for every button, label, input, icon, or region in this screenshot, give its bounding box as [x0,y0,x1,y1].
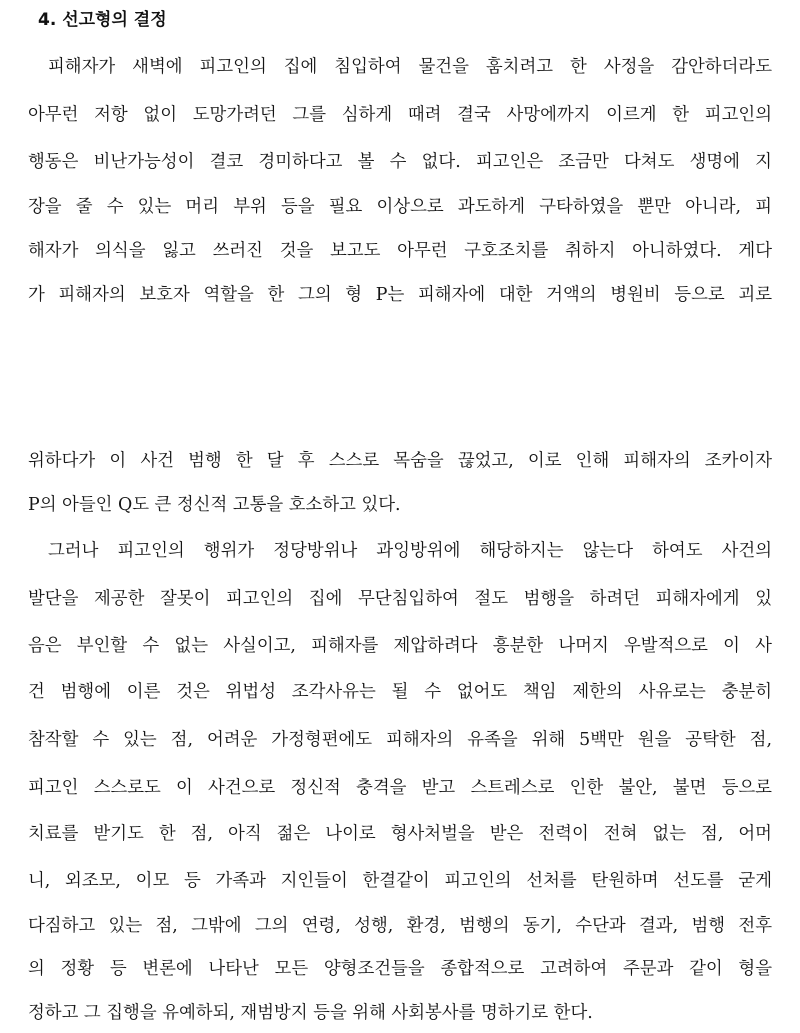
paragraph-1-line-4: 장을 줄 수 있는 머리 부위 등을 필요 이상으로 과도하게 구타하였을 뿐만 아니라, 피 [28,197,772,217]
paragraph-1-line-2: 아무런 저항 없이 도망가려던 그를 심하게 때려 결국 사망에까지 이르게 한 피고인의 [28,105,772,125]
paragraph-2-line-2: 발단을 제공한 잘못이 피고인의 집에 무단침입하여 절도 범행을 하려던 피해자에게 있 [28,589,772,609]
paragraph-1-line-5: 해자가 의식을 잃고 쓰러진 것을 보고도 아무런 구호조치를 취하지 아니하였다. 게다 [28,241,772,261]
paragraph-1-line-8: P의 아들인 Q도 큰 정신적 고통을 호소하고 있다. [28,495,401,515]
paragraph-1-line-1: 피해자가 새벽에 피고인의 집에 침입하여 물건을 훔치려고 한 사정을 감안하더라도 [48,57,772,77]
paragraph-2-line-7: 치료를 받기도 한 점, 아직 젊은 나이로 형사처벌을 받은 전력이 전혀 없는 점, 어머 [28,824,772,844]
section-heading: 4. 선고형의 결정 [38,10,167,30]
paragraph-2-line-3: 음은 부인할 수 없는 사실이고, 피해자를 제압하려다 흥분한 나머지 우발적으로 이 사 [28,636,772,656]
paragraph-2-line-8: 니, 외조모, 이모 등 가족과 지인들이 한결같이 피고인의 선처를 탄원하며 선도를 굳게 [28,871,772,891]
paragraph-2-line-10: 의 정황 등 변론에 나타난 모든 양형조건들을 종합적으로 고려하여 주문과 같이 형을 [28,959,772,979]
paragraph-1-line-7: 위하다가 이 사건 범행 한 달 후 스스로 목숨을 끊었고, 이로 인해 피해자의 조카이자 [28,451,772,471]
paragraph-2-line-1: 그러나 피고인의 행위가 정당방위나 과잉방위에 해당하지는 않는다 하여도 사건의 [48,541,772,561]
paragraph-2-line-9: 다짐하고 있는 점, 그밖에 그의 연령, 성행, 환경, 범행의 동기, 수단과 결과, 범행 전후 [28,916,772,936]
paragraph-2-line-4: 건 범행에 이른 것은 위법성 조각사유는 될 수 없어도 책임 제한의 사유로는 충분히 [28,682,772,702]
paragraph-2-line-11: 정하고 그 집행을 유예하되, 재범방지 등을 위해 사회봉사를 명하기로 한다. [28,1003,593,1023]
paragraph-2-line-6: 피고인 스스로도 이 사건으로 정신적 충격을 받고 스트레스로 인한 불안, 불면 등으로 [28,778,772,798]
paragraph-1-line-3: 행동은 비난가능성이 결코 경미하다고 볼 수 없다. 피고인은 조금만 다쳐도 생명에 지 [28,152,772,172]
paragraph-1-line-6: 가 피해자의 보호자 역할을 한 그의 형 P는 피해자에 대한 거액의 병원비 등으로 괴로 [28,285,772,305]
paragraph-2-line-5: 참작할 수 있는 점, 어려운 가정형편에도 피해자의 유족을 위해 5백만 원을 공탁한 점, [28,730,772,750]
